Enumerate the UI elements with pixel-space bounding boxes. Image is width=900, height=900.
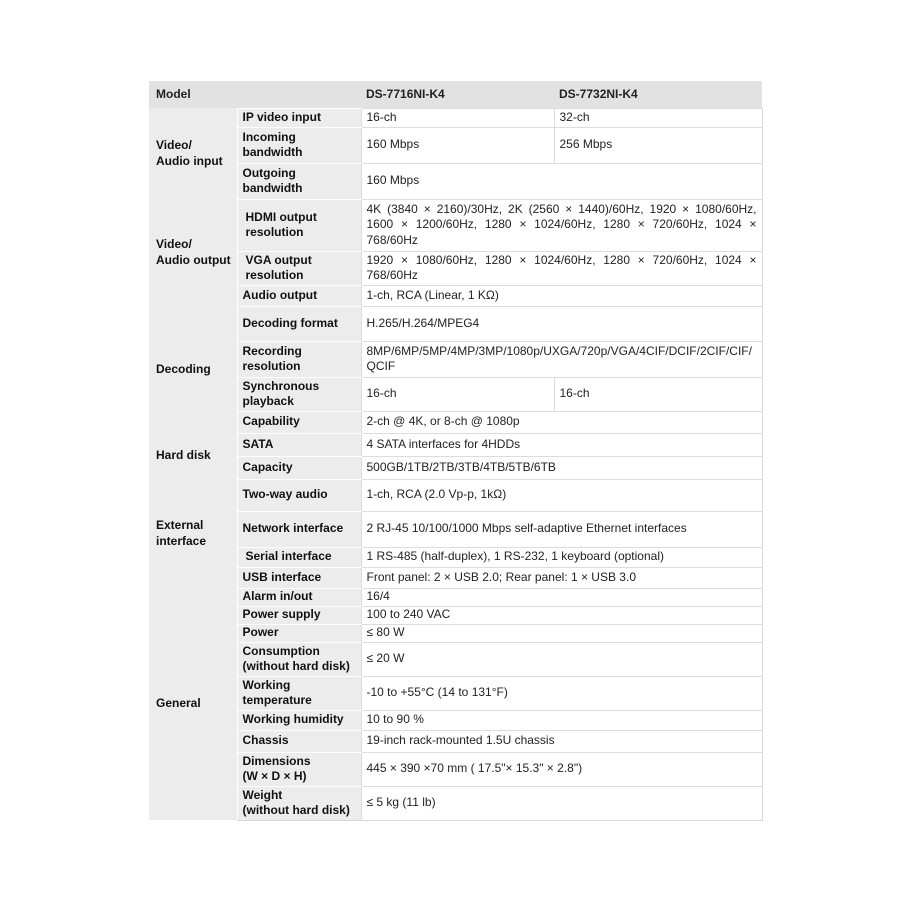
value-sata: 4 SATA interfaces for 4HDDs [361,433,762,456]
label-recording-resolution: Recording resolution [237,341,361,377]
row-recording-resolution [149,341,762,377]
value-serial-interface: 1 RS-485 (half-duplex), 1 RS-232, 1 keyboard (optional) [361,547,762,567]
group-video-input-label: Video/ Audio input [156,138,223,168]
group-external-label: External interface [156,518,207,548]
model-label: Model [149,81,237,108]
label-chassis: Chassis [237,730,361,752]
value-vga-output: 1920 × 1080/60Hz, 1280 × 1024/60Hz, 1280 × 720/60Hz, 1024 × 768/60Hz [361,251,762,285]
label-hdmi-output: HDMI output resolution [237,199,361,251]
value-synchronous-playback-1: 16-ch [361,377,554,411]
group-video-input [149,108,237,199]
model-2: DS-7732NI-K4 [554,81,762,108]
label-weight: Weight (without hard disk) [237,786,361,820]
row-working-temperature [149,676,762,710]
value-power: ≤ 80 W [361,624,762,642]
row-weight [149,786,762,820]
value-consumption: ≤ 20 W [361,642,762,676]
group-general: General [149,588,237,820]
row-audio-output [149,285,762,306]
row-alarm [149,588,762,606]
value-incoming-bandwidth-2: 256 Mbps [554,127,762,163]
label-usb-interface: USB interface [237,567,361,588]
row-serial-interface [149,547,762,567]
row-consumption [149,642,762,676]
header-spacer [237,81,361,108]
label-alarm: Alarm in/out [237,588,361,606]
row-working-humidity [149,710,762,730]
header-row [149,81,762,108]
label-serial-interface: Serial interface [237,547,361,567]
value-network-interface: 2 RJ-45 10/100/1000 Mbps self-adaptive Ethernet interfaces [361,511,762,547]
row-ip-video-input [149,108,762,127]
row-power-supply [149,606,762,624]
row-capacity [149,456,762,479]
value-power-supply: 100 to 240 VAC [361,606,762,624]
value-audio-output: 1-ch, RCA (Linear, 1 KΩ) [361,285,762,306]
value-alarm: 16/4 [361,588,762,606]
row-outgoing-bandwidth [149,163,762,199]
value-dimensions: 445 × 390 ×70 mm ( 17.5"× 15.3" × 2.8") [361,752,762,786]
row-network-interface [149,511,762,547]
label-ip-video-input: IP video input [237,108,361,127]
row-decoding-format [149,306,762,341]
value-decoding-format: H.265/H.264/MPEG4 [361,306,762,341]
label-power-supply: Power supply [237,606,361,624]
row-two-way-audio [149,479,762,511]
value-chassis: 19-inch rack-mounted 1.5U chassis [361,730,762,752]
label-two-way-audio: Two-way audio [237,479,361,511]
label-power: Power [237,624,361,642]
model-1: DS-7716NI-K4 [361,81,554,108]
label-sata: SATA [237,433,361,456]
value-ip-video-input-1: 16-ch [361,108,554,127]
label-capability: Capability [237,411,361,433]
value-usb-interface: Front panel: 2 × USB 2.0; Rear panel: 1 × USB 3.0 [361,567,762,588]
group-video-output [149,199,237,306]
label-network-interface: Network interface [237,511,361,547]
value-capacity: 500GB/1TB/2TB/3TB/4TB/5TB/6TB [361,456,762,479]
label-consumption: Consumption (without hard disk) [237,642,361,676]
value-hdmi-output: 4K (3840 × 2160)/30Hz, 2K (2560 × 1440)/60Hz, 1920 × 1080/60Hz, 1600 × 1200/60Hz, 1280 × 1024/60Hz, 1280 × 720/60Hz, 1024 × 768/60Hz [361,199,762,251]
label-audio-output: Audio output [237,285,361,306]
row-incoming-bandwidth [149,127,762,163]
label-decoding-format: Decoding format [237,306,361,341]
value-ip-video-input-2: 32-ch [554,108,762,127]
value-incoming-bandwidth-1: 160 Mbps [361,127,554,163]
value-working-temperature: -10 to +55°C (14 to 131°F) [361,676,762,710]
group-external-interface [149,479,237,588]
row-usb-interface [149,567,762,588]
label-dimensions: Dimensions (W × D × H) [237,752,361,786]
value-outgoing-bandwidth: 160 Mbps [361,163,762,199]
group-video-output-label: Video/ Audio output [156,237,231,267]
group-hard-disk: Hard disk [149,433,237,479]
row-hdmi-output [149,199,762,251]
label-incoming-bandwidth: Incoming bandwidth [237,127,361,163]
row-chassis [149,730,762,752]
row-capability [149,411,762,433]
label-outgoing-bandwidth: Outgoing bandwidth [237,163,361,199]
value-recording-resolution: 8MP/6MP/5MP/4MP/3MP/1080p/UXGA/720p/VGA/4CIF/DCIF/2CIF/CIF/QCIF [361,341,762,377]
row-sata [149,433,762,456]
value-weight: ≤ 5 kg (11 lb) [361,786,762,820]
value-two-way-audio: 1-ch, RCA (2.0 Vp-p, 1kΩ) [361,479,762,511]
value-capability: 2-ch @ 4K, or 8-ch @ 1080p [361,411,762,433]
label-synchronous-playback: Synchronous playback [237,377,361,411]
spec-table [149,81,763,821]
label-working-temperature: Working temperature [237,676,361,710]
label-capacity: Capacity [237,456,361,479]
row-power [149,624,762,642]
row-synchronous-playback [149,377,762,411]
value-synchronous-playback-2: 16-ch [554,377,762,411]
label-vga-output: VGA output resolution [237,251,361,285]
group-decoding: Decoding [149,306,237,433]
value-working-humidity: 10 to 90 % [361,710,762,730]
row-dimensions [149,752,762,786]
label-working-humidity: Working humidity [237,710,361,730]
row-vga-output [149,251,762,285]
